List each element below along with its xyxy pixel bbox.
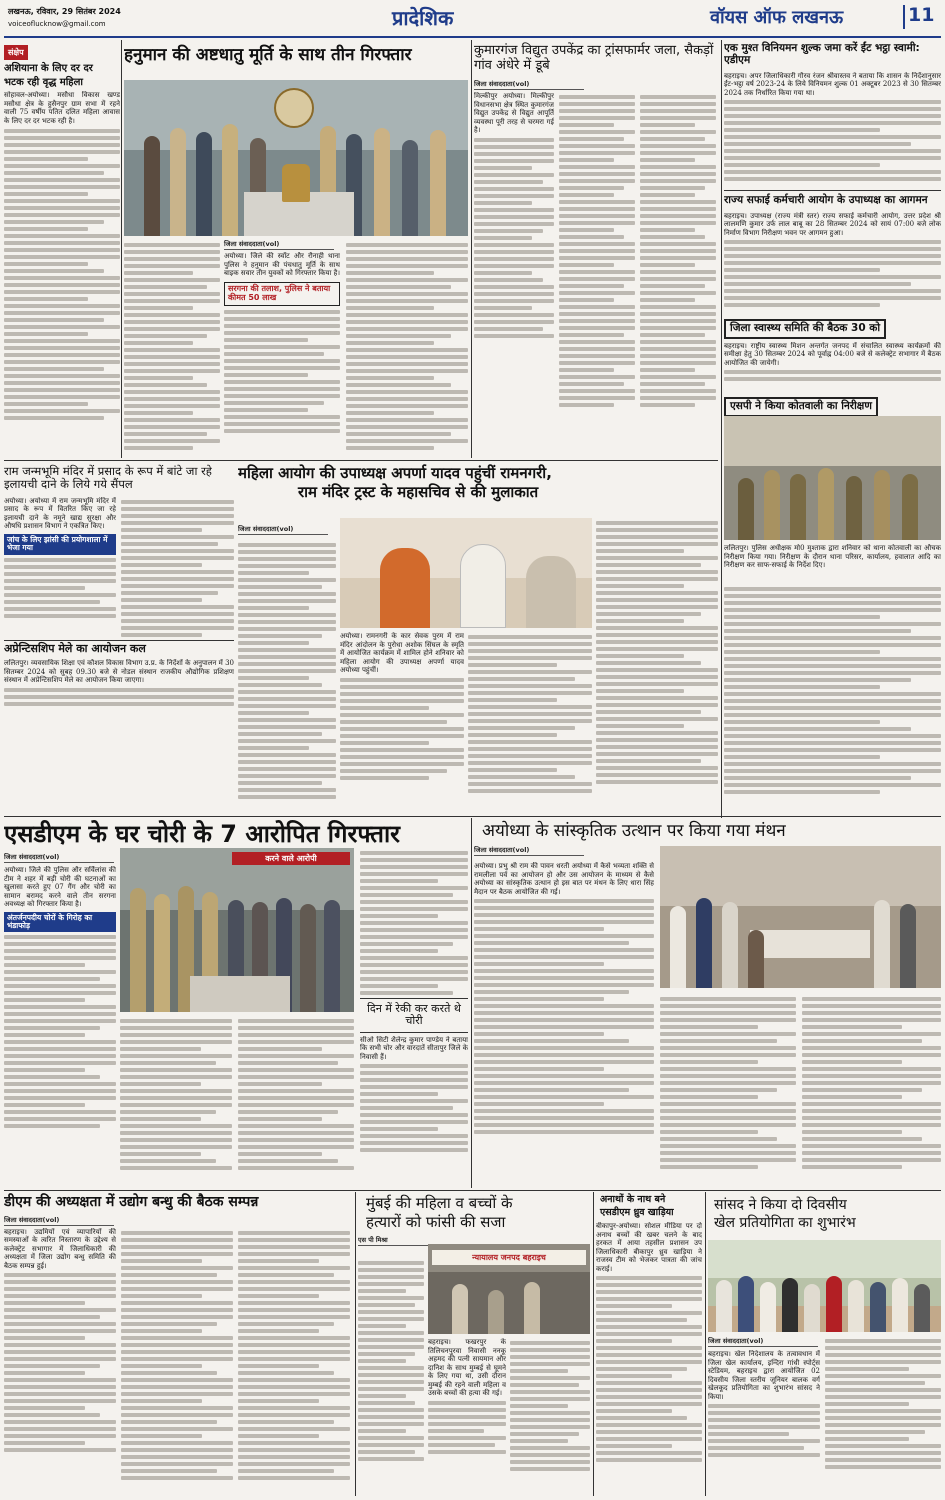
swasthya-headline: जिला स्वास्थ्य समिति की बैठक 30 को	[724, 319, 886, 339]
mumbai-photo	[428, 1244, 590, 1334]
sdm-chori-byline: जिला संवाददाता(vol)	[4, 852, 114, 863]
sansad-byline: जिला संवाददाता(vol)	[708, 1336, 818, 1347]
ayodhya-sanskritik-lead: अयोध्या। प्रभु श्री राम की पावन धरती अयोध्या में कैसे भव्यता शक्ति से रामलीला पर्व का आयोजन हो और उस आयोजन के माध्यम से कैसे अयोध्या का सांस्कृतिक उत्थान हो इस बात पर मंथन के लिए धारा सिंह मैदान पर बैठक आयोजित की गई।	[474, 862, 654, 896]
sdm-chori-headline: एसडीएम के घर चोरी के 7 आरोपित गिरफ्तार	[4, 820, 400, 848]
jalaun-brief	[4, 462, 234, 640]
ayodhya-col-c	[802, 994, 941, 1188]
sankshep-label: संक्षेप	[4, 45, 28, 60]
jalaun-headline: राम जन्मभूमि मंदिर में प्रसाद के रूप में बांटे जा रहे इलायची दाने के लिये गये सैंपल	[4, 464, 212, 491]
mumbai-col-b	[428, 1338, 506, 1496]
sankshep-headline1: अशियाना के लिए दर दर	[4, 63, 93, 74]
sansad-col-a	[708, 1350, 820, 1496]
mahila-aayog-photo	[340, 518, 592, 628]
safai-aayog-headline: राज्य सफाई कर्मचारी आयोग के उपाध्यक्ष का आगमन	[724, 194, 928, 206]
swasthya-story	[724, 316, 941, 392]
sdm-chori-story	[4, 818, 468, 1188]
edm-shulk-story	[724, 40, 941, 190]
hanuman-col-c	[346, 240, 468, 458]
kumarganj-body	[474, 138, 554, 338]
ayodhya-sanskritik-story	[474, 818, 941, 1188]
brand-title: वॉयस ऑफ लखनऊ	[710, 7, 844, 28]
sp-kotwali-photo	[724, 416, 941, 540]
story-rule	[724, 190, 941, 191]
col-rule	[121, 40, 122, 458]
mahila-col-a	[238, 540, 336, 814]
mahila-col-b	[340, 632, 464, 814]
sansad-lead: बहराइच। खेल निदेशालय के तत्वावधान में जिला खेल कार्यालय, इन्दिरा गांधी स्पोर्ट्स स्टेडियम, बहराइच द्वारा आयोजित 02 दिवसीय जिला स्तरीय जूनियर बालक वर्ग खेलकूद प्रतियोगिता का शुभारंभ सांसद ने किया।	[708, 1350, 820, 1401]
sansad-headline1: सांसद ने किया दो दिवसीय	[714, 1197, 847, 1213]
col-rule	[593, 1192, 594, 1496]
page-number-divider	[903, 5, 905, 29]
story-rule	[4, 816, 941, 817]
col-rule	[471, 818, 472, 1188]
anathon-story	[596, 1192, 702, 1496]
story-rule	[4, 1190, 941, 1191]
story-rule	[4, 460, 718, 461]
safai-aayog-story	[724, 192, 941, 314]
mahila-aayog-lead: अयोध्या। रामनगरी के कार सेवक पुरम में राम मंदिर आंदोलन के पुरोधा अशोक सिंघल के स्मृति में आयोजित कार्यक्रम में शामिल होने शनिवार को महिला आयोग की उपाध्यक्ष अपर्णा यादव अयोध्या पहुंचीं।	[340, 632, 464, 675]
mumbai-headline2: हत्यारों को फांसी की सजा	[366, 1212, 506, 1231]
mumbai-headline1: मुंबई की महिला व बच्चों के	[366, 1194, 513, 1212]
hanuman-story	[124, 40, 468, 458]
edm-shulk-lead: बहराइच। अपर जिलाधिकारी गौरव रंजन श्रीवास्तव ने बताया कि शासन के निर्देशानुसार ईंट-भट्ठा वर्ष 2023-24 के लिये विनियमन शुल्क 01 अक्टूबर 2023 से 30 सितम्बर 2024 तक निर्धारित किया गया था।	[724, 71, 941, 97]
mahila-aayog-story	[238, 462, 718, 814]
edm-shulk-body	[724, 100, 941, 181]
jalaun-subhead: जांच के लिए झांसी की प्रयोगशाला में भेजा गया	[7, 534, 108, 553]
page-number: 11	[908, 4, 935, 26]
udyog-bandhu-story	[4, 1192, 352, 1496]
ayodhya-sanskritik-headline: अयोध्या के सांस्कृतिक उत्थान पर किया गया मंथन	[482, 821, 786, 841]
col-rule	[721, 40, 722, 818]
mahila-col-c	[468, 632, 592, 814]
hanuman-photo	[124, 80, 468, 236]
safai-aayog-body	[724, 240, 941, 307]
udyog-bandhu-headline: डीएम की अध्यक्षता में उद्योग बन्धु की बैठक सम्पन्न	[4, 1194, 259, 1210]
swasthya-lead: बहराइच। राष्ट्रीय स्वास्थ्य मिशन अन्तर्गत जनपद में संचालित स्वास्थ्य कार्यक्रमों की समीक्षा हेतु 30 सितम्बर 2024 को पूर्वाह्न 04:00 बजे से कलेक्ट्रेट सभागार में बैठक आयोजित की जायेगी।	[724, 341, 941, 367]
sdm-photo-banner: करने वाले आरोपी	[232, 852, 350, 865]
kumarganj-lead: मिल्कीपुर अयोध्या। मिल्कीपुर विधानसभा क्षेत्र स्थित कुमारगंज विद्युत उपकेंद्र से विद्युत आपूर्ति व्यवस्था पूरी तरह से चरमरा गई है।	[474, 92, 554, 135]
sp-kotwali-lead: ललितपुर। पुलिस अधीक्षक मो0 मुश्ताक द्वारा शनिवार को थाना कोतवाली का औचक निरीक्षण किया गया। निरीक्षण के दौरान थाना परिसर, कार्यालय, हवालात आदि का निरीक्षण कर साफ-सफाई के निर्देश दिए।	[724, 544, 941, 570]
sdm-chori-photo-caption: अंतर्जनपदीय चोरों के गिरोह का भंडाफोड़	[7, 912, 93, 931]
sdm-col-a	[4, 866, 116, 1188]
apprenticeship-headline: अप्रेन्टिसशिप मेले का आयोजन कल	[4, 640, 234, 657]
sp-kotwali-headline: एसपी ने किया कोतवाली का निरीक्षण	[724, 397, 878, 417]
hanuman-headline: हनुमान की अष्टधातु मूर्ति के साथ तीन गिरफ्तार	[124, 45, 412, 65]
sankshep-block	[4, 40, 120, 458]
jalaun-lead: अयोध्या। अयोध्या में राम जन्मभूमि मंदिर में प्रसाद के रूप में वितरित किए जा रहे इलायची दाने के नमूने खाद्य सुरक्षा और औषधि प्रशासन विभाग ने एकत्रित किए।	[4, 496, 116, 531]
mahila-aayog-byline: जिला संवाददाता(vol)	[238, 524, 328, 535]
sankshep-headline2: भटक रही वृद्ध महिला	[4, 77, 83, 89]
anathon-headline2: एसडीएम ध्रुव खाड़िया	[600, 1206, 674, 1218]
hanuman-callout: सरगना की तलाश, पुलिस ने बताया कीमत 50 लाख	[228, 283, 331, 302]
col-rule	[355, 1192, 356, 1496]
sp-kotwali-story	[724, 394, 941, 818]
sansad-col-b	[825, 1336, 941, 1496]
kumarganj-headline: कुमारगंज विद्युत उपकेंद्र का ट्रांसफार्मर जला, सैकड़ों गांव अंधेरे में डूबे	[474, 43, 714, 73]
sankshep-lead: सोहावल-अयोध्या। मसौधा विकास खण्ड मसौधा क्षेत्र के हुसैनपुर ग्राम सभा में रहने वाली 75 वर्षीय पतित दलित महिला आवास के लिए दर दर भटक रही है।	[4, 91, 120, 125]
sdm-chori-lead: अयोध्या। जिले की पुलिस और सर्विलांस की टीम ने शहर में बड़ी चोरी की घटनाओं का खुलासा करते हुए 07 गैंग और चोरी का सामान बरामद करने वाले तीन सरगना अवध्यक्ष को गिरफ्तार किया है।	[4, 866, 116, 909]
col-rule	[705, 1192, 706, 1496]
anathon-lead: बीकापुर-अयोध्या। सोशल मीडिया पर दो अनाथ बच्चों की खबर चलने के बाद हरकत में आया तहसील प्रशासन उप जिलाधिकारी बीकापुर ध्रुव खाड़िया ने राजस्व टीम को भेजकर पात्रता की जांच कराई।	[596, 1222, 702, 1273]
sp-kotwali-body	[724, 584, 941, 797]
ayodhya-col-b	[660, 994, 796, 1188]
mumbai-col-a	[358, 1258, 424, 1496]
sdm-col-d	[360, 848, 468, 1188]
hanuman-byline: जिला संवाददाता(vol)	[224, 239, 334, 250]
section-title: प्रादेशिक	[392, 6, 454, 30]
anathon-headline1: अनाथों के नाथ बने	[600, 1194, 666, 1205]
masthead-email: voiceoflucknow@gmail.com	[8, 20, 106, 28]
col-rule	[471, 40, 472, 458]
sdm-chori-photo	[120, 848, 354, 1012]
sansad-headline2: खेल प्रतियोगिता का शुभारंभ	[714, 1214, 856, 1231]
mahila-col-d	[596, 518, 718, 814]
masthead-rule	[4, 36, 941, 38]
safai-aayog-lead: बहराइच। उपाध्यक्ष (राज्य मंत्री स्तर) राज्य सफाई कर्मचारी आयोग, उत्तर प्रदेश श्री लालमणि कुमार उर्फ लाल बाबू का 28 सितम्बर 2024 को सायं 07:00 बजे लोक निर्माण विभाग निरीक्षण भवन पर आगमन हुआ।	[724, 211, 941, 237]
hanuman-col-b	[224, 252, 340, 458]
sankshep-body	[4, 129, 120, 420]
din-mein-reki-lead: सीओ सिटी शैलेन्द्र कुमार पाण्डेय ने बताया कि सभी चोर और वारदातें सीतापुर जिले के निवासी हैं।	[360, 1035, 468, 1061]
sansad-story	[708, 1192, 941, 1496]
mumbai-lead: बहराइच। फखरपुर के तिलिचनपुरवा निवासी ननकू अहमद की पत्नी सायमान और दानिश के साथ मुम्बई से घूमने के लिए गया था, उसी दौरान मुम्बई की रहने वाली महिला व उसके बच्चों की हत्या की गई।	[428, 1338, 506, 1398]
dateline: लखनऊ, रविवार, 29 सितंबर 2024	[8, 7, 121, 16]
apprenticeship-brief	[4, 640, 234, 720]
masthead	[0, 0, 945, 36]
sdm-col-c	[238, 1016, 354, 1188]
mumbai-photo-banner: न्यायालय जनपद बहराइच	[432, 1250, 586, 1265]
mumbai-col-c	[510, 1338, 590, 1496]
sansad-photo	[708, 1240, 941, 1332]
apprenticeship-lead: ललितपुर। व्यवसायिक शिक्षा एवं कौशल विकास विभाग उ.प्र. के निर्देशों के अनुपालन में 30 सितम्बर 2024 को सुबह 09.30 बजे से नोडल संस्थान राजकीय औद्योगिक प्रशिक्षण संस्थान में अप्रेन्टिसशिप मेले का आयोजन किया जाएगा।	[4, 659, 234, 685]
kumarganj-story	[474, 40, 718, 458]
ayodhya-col-a	[474, 862, 654, 1188]
din-mein-reki-headline: दिन में रेकी कर करते थे चोरी	[360, 998, 468, 1033]
mumbai-byline: एस पी मिश्रा	[358, 1235, 428, 1246]
hanuman-col-a	[124, 240, 220, 458]
sdm-col-b	[120, 1016, 232, 1188]
udyog-bandhu-lead: बहराइच। उद्यमियों एवं व्यापारियों की समस्याओं के त्वरित निस्तारण के उद्देश्य से कलेक्ट्रेट सभागार में जिलाधिकारी की अध्यक्षता में जिला उद्योग बन्धु समिति की बैठक सम्पन्न हुई।	[4, 1227, 116, 1270]
kumarganj-byline: जिला संवाददाता(vol)	[474, 79, 584, 90]
edm-shulk-headline: एक मुश्त विनियमन शुल्क जमा करें ईंट भट्ठा स्वामी: एडीएम	[724, 42, 920, 66]
ayodhya-sanskritik-photo	[660, 846, 941, 988]
swasthya-body	[724, 370, 941, 381]
hanuman-lead: अयोध्या। जिले की स्वॉट और रौनाही थाना पुलिस ने हनुमान की पंचधातु मूर्ति के साथ बाइक सवार तीन युवकों को गिरफ्तार किया है।	[224, 252, 340, 278]
udyog-bandhu-byline: जिला संवाददाता(vol)	[4, 1215, 114, 1226]
mahila-aayog-headline2: राम मंदिर ट्रस्ट के महासचिव से की मुलाकात	[298, 482, 539, 501]
mahila-aayog-headline1: महिला आयोग की उपाध्यक्ष अपर्णा यादव पहुंचीं रामनगरी,	[238, 464, 552, 482]
ayodhya-sanskritik-byline: जिला संवाददाता(vol)	[474, 845, 584, 856]
mumbai-story	[358, 1192, 590, 1496]
